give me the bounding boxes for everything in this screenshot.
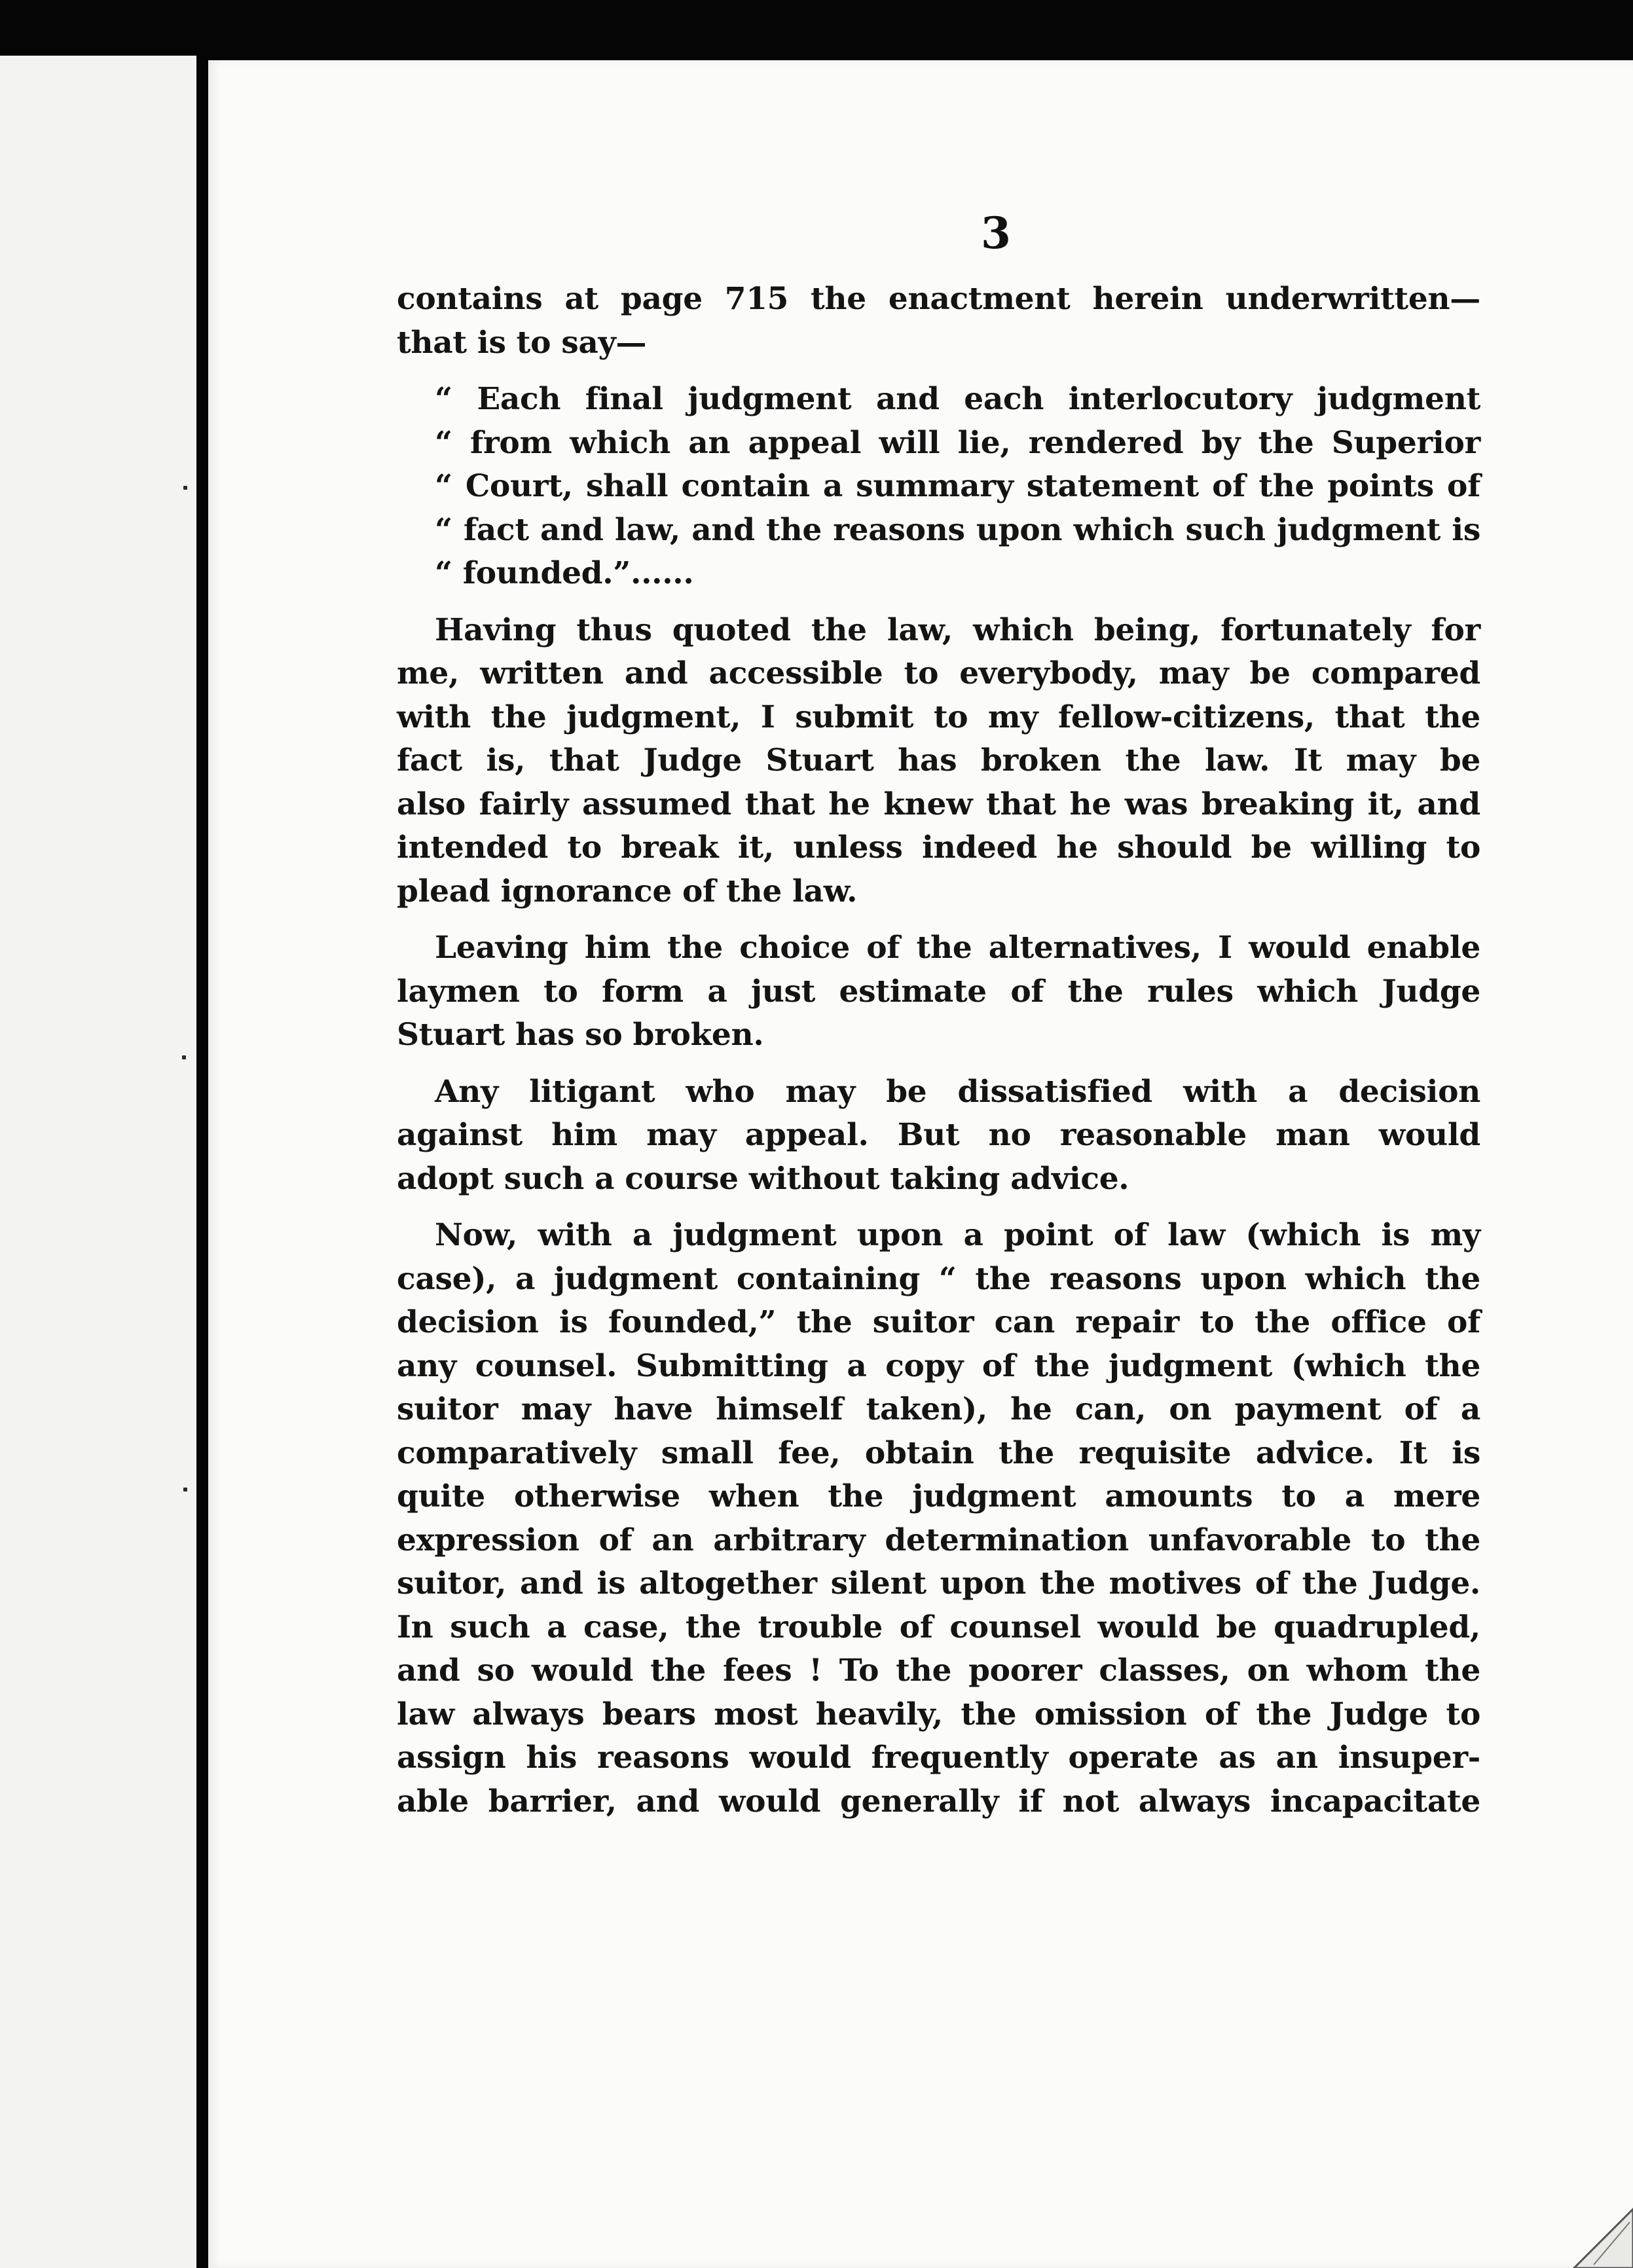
text-line: comparatively small fee, obtain the requisite advice. It is (397, 1435, 1480, 1471)
text-line: intended to break it, unless indeed he should be willing to (397, 830, 1480, 866)
text-line: able barrier, and would generally if not always incapacitate (397, 1783, 1480, 1820)
body-text (397, 278, 1480, 1823)
text-line: laymen to form a just estimate of the rules which Judge (397, 973, 1480, 1010)
text-line: “ Each final judgment and each interlocutory judgment (435, 381, 1480, 417)
text-line: with the judgment, I submit to my fellow-citizens, that the (397, 699, 1480, 735)
text-line: suitor, and is altogether silent upon the motives of the Judge. (397, 1565, 1480, 1601)
text-line: adopt such a course without taking advice. (397, 1160, 1129, 1197)
text-line: assign his reasons would frequently operate as an insuper- (397, 1740, 1480, 1776)
document-page (208, 60, 1633, 2268)
text-line: “ from which an appeal will lie, rendered by the Superior (435, 424, 1480, 461)
text-line: case), a judgment containing “ the reasons upon which the (397, 1260, 1480, 1297)
edge-mark (183, 486, 187, 490)
text-line: plead ignorance of the law. (397, 873, 858, 909)
text-line: and so would the fees ! To the poorer classes, on whom the (397, 1653, 1480, 1689)
text-line: Now, with a judgment upon a point of law (which is my (435, 1217, 1480, 1253)
text-line: suitor may have himself taken), he can, on payment of a (397, 1391, 1480, 1427)
text-line: me, written and accessible to everybody, may be compared (397, 655, 1480, 691)
text-line: law always bears most heavily, the omission of the Judge to (397, 1696, 1480, 1732)
text-line: any counsel. Submitting a copy of the judgment (which the (397, 1347, 1480, 1384)
text-line: “ Court, shall contain a summary statement of the points of (435, 468, 1480, 504)
text-line: contains at page 715 the enactment herein underwritten— (397, 281, 1480, 317)
text-line: “ fact and law, and the reasons upon which such judgment is (435, 511, 1480, 548)
text-line: In such a case, the trouble of counsel would be quadrupled, (397, 1609, 1480, 1645)
edge-mark (182, 1055, 186, 1059)
previous-page-edge (0, 56, 196, 2268)
text-line: expression of an arbitrary determination unfavorable to the (397, 1522, 1480, 1558)
text-line: Stuart has so broken. (397, 1017, 764, 1053)
text-line: decision is founded,” the suitor can repair to the office of (397, 1304, 1480, 1340)
page-number: 3 (981, 208, 1011, 259)
text-line: quite otherwise when the judgment amounts to a mere (397, 1478, 1480, 1514)
text-line: Any litigant who may be dissatisfied with a decision (435, 1073, 1480, 1110)
page-corner-fold (1554, 2203, 1633, 2268)
text-line: Having thus quoted the law, which being, fortunately for (435, 612, 1480, 648)
text-line: against him may appeal. But no reasonable man would (397, 1117, 1480, 1153)
text-line: “ founded.”...... (435, 555, 694, 591)
text-line: fact is, that Judge Stuart has broken the law. It may be (397, 742, 1480, 778)
text-line: Leaving him the choice of the alternatives, I would enable (435, 930, 1480, 966)
text-line: also fairly assumed that he knew that he was breaking it, and (397, 786, 1480, 822)
text-line: that is to say— (397, 324, 647, 361)
edge-mark (183, 1488, 187, 1491)
